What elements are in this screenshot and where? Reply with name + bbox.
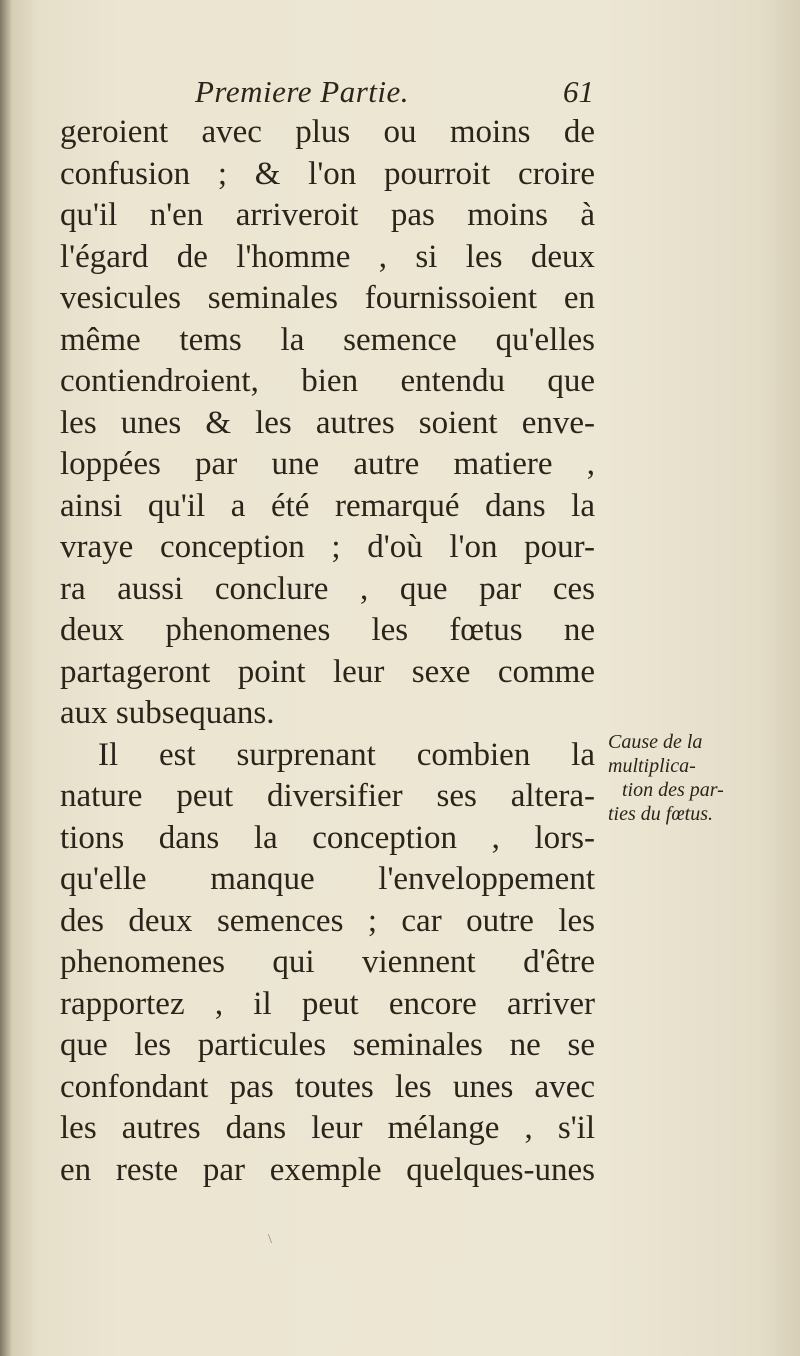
- text-line: tions dans la conception , lors-: [60, 819, 595, 856]
- text-line: vraye conception ; d'où l'on pour-: [60, 529, 595, 565]
- text-line: nature peut diversifier ses altera-: [60, 778, 595, 814]
- running-title: Premiere Partie.: [195, 74, 410, 109]
- margin-note-line: ties du fœtus.: [608, 803, 714, 825]
- text-line: partageront point leur sexe comme: [60, 653, 595, 690]
- margin-note-line: tion des par-: [622, 779, 724, 801]
- text-line: les autres dans leur mélange , s'il: [60, 1110, 595, 1146]
- text-line: en reste par exemple quelques-unes: [60, 1151, 595, 1188]
- page-number: 61: [563, 74, 594, 109]
- paper-blemish: \: [268, 1232, 272, 1247]
- text-line: qu'elle manque l'enveloppement: [60, 861, 595, 897]
- margin-note-line: multiplica-: [608, 755, 696, 777]
- page-spine-shadow: [0, 0, 12, 1356]
- text-line: geroient avec plus ou moins de: [60, 114, 595, 150]
- text-line: des deux semences ; car outre les: [60, 902, 595, 939]
- page-header: [60, 70, 600, 116]
- text-line: confusion ; & l'on pourroit croire: [60, 155, 595, 192]
- body-text: [60, 112, 595, 1191]
- margin-note: [608, 730, 788, 826]
- text-line: rapportez , il peut encore arriver: [60, 985, 595, 1022]
- text-line: confondant pas toutes les unes avec: [60, 1068, 595, 1105]
- text-line: l'égard de l'homme , si les deux: [60, 238, 595, 275]
- text-line: loppées par une autre matiere ,: [60, 446, 595, 482]
- text-line: ra aussi conclure , que par ces: [60, 570, 595, 607]
- text-line: même tems la semence qu'elles: [60, 321, 595, 358]
- text-line: contiendroient, bien entendu que: [60, 363, 595, 399]
- text-line: qu'il n'en arriveroit pas moins à: [60, 197, 595, 233]
- text-line: Il est surprenant combien la: [98, 736, 595, 773]
- text-line: deux phenomenes les fœtus ne: [60, 612, 595, 648]
- text-line: ainsi qu'il a été remarqué dans la: [60, 487, 595, 524]
- text-line: vesicules seminales fournissoient en: [60, 280, 595, 316]
- text-line: les unes & les autres soient enve-: [60, 404, 595, 441]
- margin-note-line: Cause de la: [608, 731, 703, 753]
- text-line: que les particules seminales ne se: [60, 1027, 595, 1063]
- text-line: phenomenes qui viennent d'être: [60, 944, 595, 980]
- text-line: aux subsequans.: [60, 695, 275, 731]
